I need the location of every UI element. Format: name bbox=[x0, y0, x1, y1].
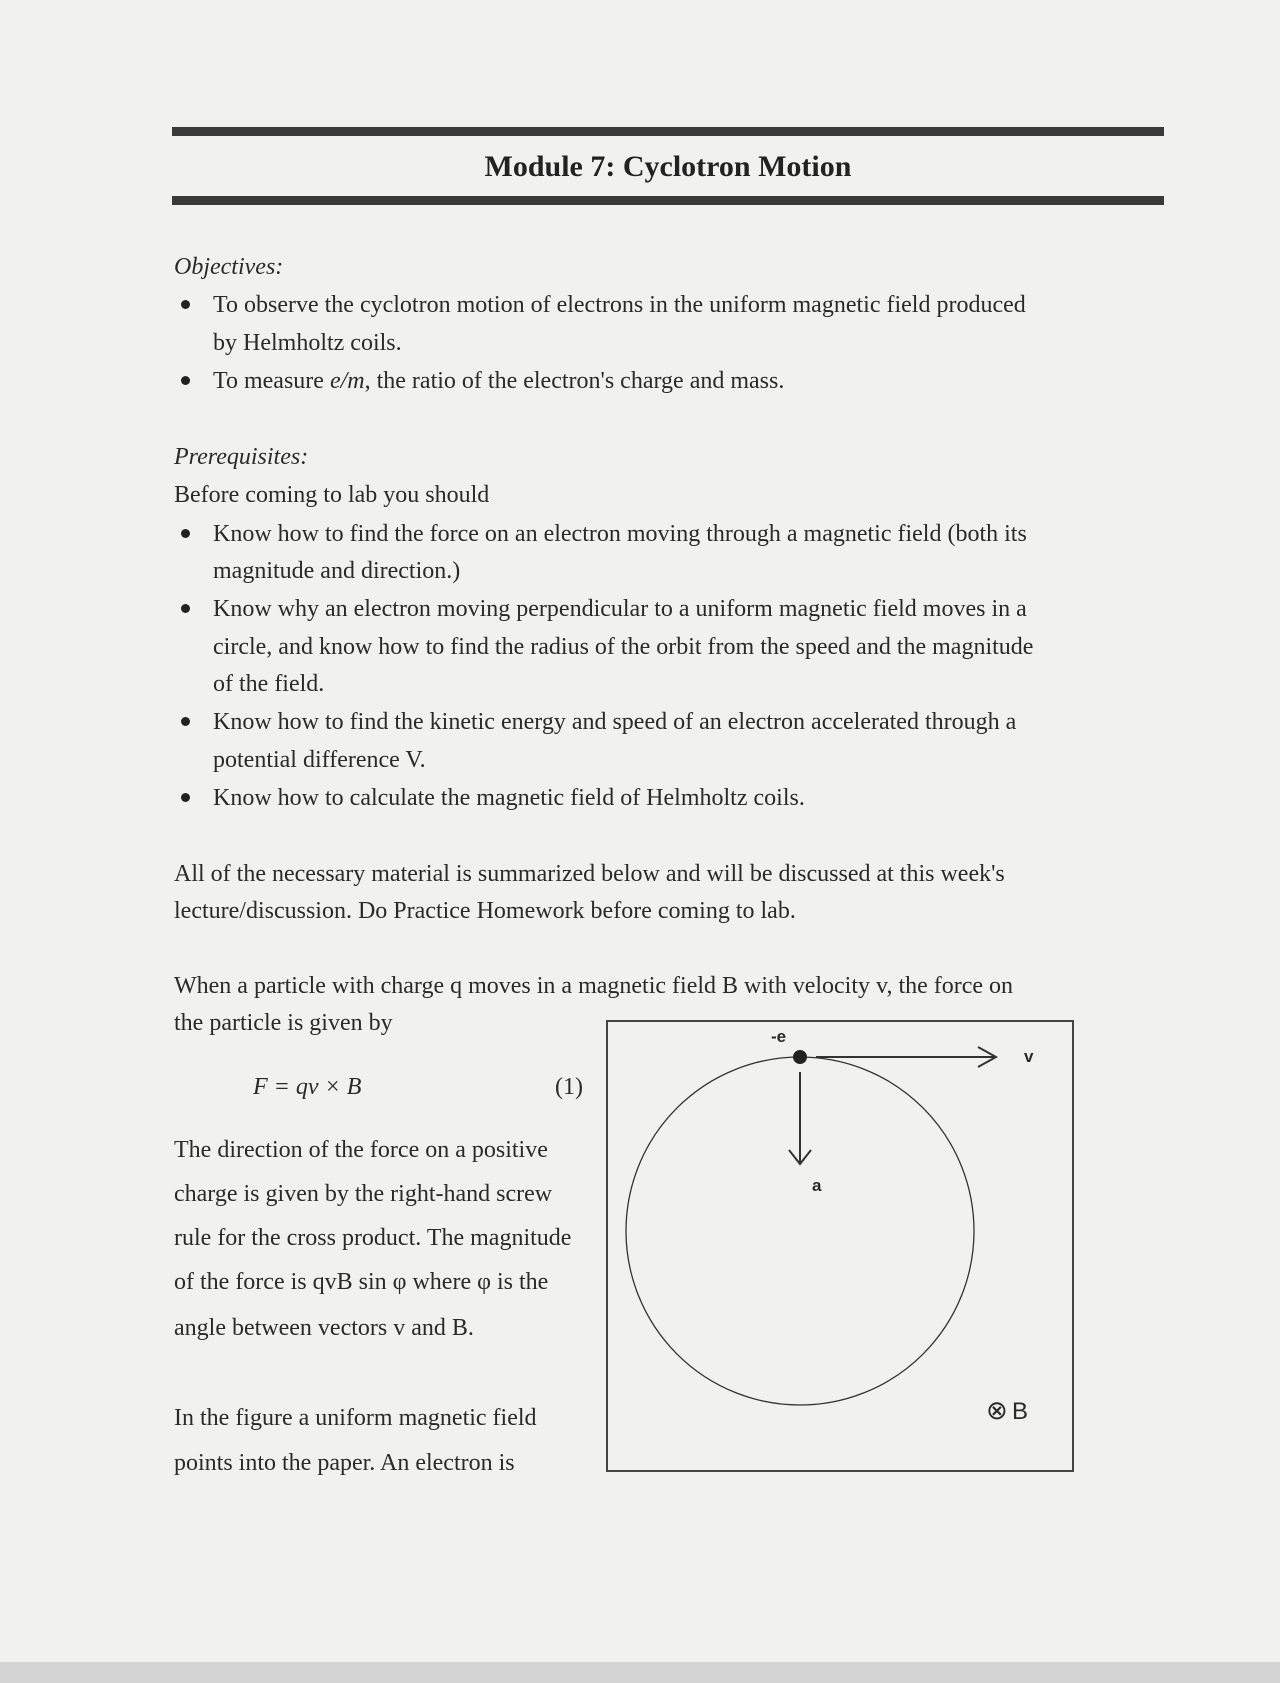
title-rule-top bbox=[172, 127, 1164, 136]
objective-2-b: , the ratio of the electron's charge and mass. bbox=[364, 368, 785, 394]
prereq-3-line-2: potential difference V. bbox=[213, 747, 426, 773]
objective-2-a: To measure bbox=[213, 368, 330, 394]
objective-2 bbox=[213, 369, 784, 393]
prereq-2-line-1: Know why an electron moving perpendicular to a uniform magnetic field moves in a bbox=[213, 596, 1027, 622]
page-title: Module 7: Cyclotron Motion bbox=[484, 150, 852, 183]
prereq-3-line-1: Know how to find the kinetic energy and speed of an electron accelerated through a bbox=[213, 709, 1017, 735]
bullet-icon bbox=[181, 717, 190, 726]
electron-dot bbox=[793, 1050, 807, 1064]
prereq-4: Know how to calculate the magnetic field of Helmholtz coils. bbox=[213, 785, 805, 811]
prereq-2-line-2: circle, and know how to find the radius of the orbit from the speed and the magnitude bbox=[213, 634, 1034, 660]
objective-2-em: e/m bbox=[329, 368, 365, 394]
acceleration-label: a bbox=[812, 1176, 822, 1195]
equation: F = qv × B bbox=[253, 1074, 362, 1100]
bullet-icon bbox=[181, 529, 190, 538]
title-rule-bottom bbox=[172, 196, 1164, 205]
charge-label: -e bbox=[771, 1027, 787, 1046]
summary-line-1: All of the necessary material is summarized below and will be discussed at this week's bbox=[174, 861, 1005, 887]
paragraph-line-1: The direction of the force on a positive bbox=[174, 1137, 548, 1163]
summary-line-2: lecture/discussion. Do Practice Homework before coming to lab. bbox=[174, 898, 796, 924]
equation-number: (1) bbox=[555, 1074, 583, 1100]
scan-edge bbox=[0, 1662, 1280, 1683]
prerequisites-heading: Prerequisites: bbox=[174, 444, 309, 470]
prereq-1-line-2: magnitude and direction.) bbox=[213, 558, 461, 584]
cyclotron-figure bbox=[606, 1020, 1074, 1472]
bullet-icon bbox=[181, 793, 190, 802]
paragraph2-line-1: In the figure a uniform magnetic field bbox=[174, 1405, 537, 1431]
paragraph-line-2: charge is given by the right-hand screw bbox=[174, 1181, 553, 1207]
intro-line-1: When a particle with charge q moves in a magnetic field B with velocity v, the force on bbox=[174, 973, 1014, 999]
intro-line-2: the particle is given by bbox=[174, 1010, 393, 1036]
velocity-label: v bbox=[1024, 1047, 1034, 1066]
prerequisites-intro: Before coming to lab you should bbox=[174, 482, 490, 508]
bullet-icon bbox=[181, 604, 190, 613]
field-label: B bbox=[1012, 1398, 1029, 1425]
objective-1-line-1: To observe the cyclotron motion of electrons in the uniform magnetic field produced bbox=[213, 292, 1026, 318]
prereq-1-line-1: Know how to find the force on an electron moving through a magnetic field (both its bbox=[213, 521, 1027, 547]
objective-1-line-2: by Helmholtz coils. bbox=[213, 330, 402, 356]
prereq-2-line-3: of the field. bbox=[213, 671, 325, 697]
paragraph-line-5: angle between vectors v and B. bbox=[174, 1315, 474, 1341]
paragraph-line-4: of the force is qvB sin φ where φ is the bbox=[174, 1269, 549, 1295]
bullet-icon bbox=[181, 376, 190, 385]
paragraph-line-3: rule for the cross product. The magnitude bbox=[174, 1225, 572, 1251]
paragraph2-line-2: points into the paper. An electron is bbox=[174, 1450, 515, 1476]
objectives-heading: Objectives: bbox=[174, 254, 284, 280]
field-into-page-icon: ⊗ bbox=[986, 1396, 1008, 1425]
bullet-icon bbox=[181, 300, 190, 309]
